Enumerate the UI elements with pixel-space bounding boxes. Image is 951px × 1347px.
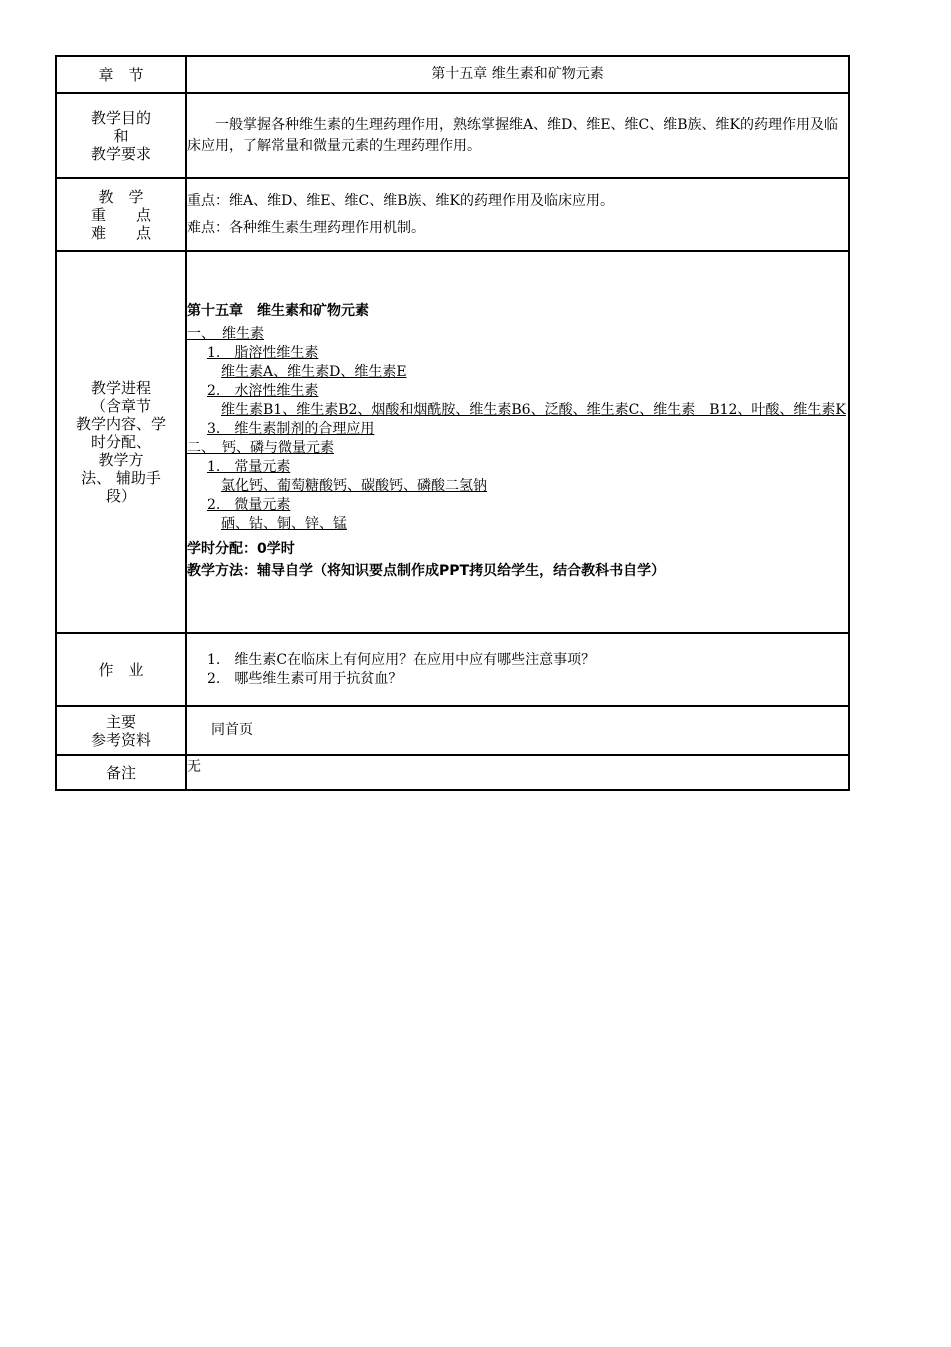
lesson-plan-table bbox=[55, 55, 850, 791]
objective-label-line: 和 bbox=[113, 126, 129, 145]
section-minerals: 二、 钙、磷与微量元素 bbox=[187, 440, 334, 456]
key-point-text: 重点：维A、维D、维E、维C、维B族、维K的药理作用及临床应用。 bbox=[187, 192, 615, 209]
keypoints-row bbox=[56, 178, 849, 251]
references-label-line: 主要 bbox=[105, 712, 136, 731]
section-vitamins: 一、 维生素 bbox=[187, 326, 264, 342]
progress-heading: 第十五章 维生素和矿物元素 bbox=[187, 303, 369, 319]
progress-label-line: 教学进程 bbox=[90, 379, 151, 397]
progress-label-line: 段） bbox=[105, 487, 136, 505]
objective-label-line: 教学要求 bbox=[90, 144, 151, 163]
keypoints-label-line: 难 点 bbox=[90, 223, 151, 242]
homework-label: 作 业 bbox=[56, 633, 186, 706]
progress-label bbox=[56, 251, 186, 633]
progress-cell bbox=[186, 251, 849, 633]
references-label-line: 参考资料 bbox=[90, 730, 151, 749]
keypoints-label-line: 重 点 bbox=[90, 205, 151, 224]
keypoints-label-line: 教 学 bbox=[98, 187, 144, 206]
subsection-vitamin-preparations: 3. 维生素制剂的合理应用 bbox=[207, 421, 375, 437]
water-soluble-items: 维生素B1、维生素B2、烟酸和烟酰胺、维生素B6、泛酸、维生素C、维生素 B12、叶酸、维生素K bbox=[221, 402, 846, 418]
objective-text: 一般掌握各种维生素的生理药理作用，熟练掌握维A、维D、维E、维C、维B族、维K的药理作用及临床应用，了解常量和微量元素的生理药理作用。 bbox=[187, 116, 839, 154]
progress-label-line: 时分配、 bbox=[90, 433, 151, 451]
progress-row bbox=[56, 251, 849, 633]
hours-allocation: 学时分配：0学时 bbox=[187, 541, 295, 557]
progress-label-line: 教学内容、学 bbox=[75, 415, 166, 433]
references-value: 同首页 bbox=[186, 706, 849, 755]
notes-label: 备注 bbox=[56, 755, 186, 790]
chapter-value: 第十五章 维生素和矿物元素 bbox=[186, 56, 849, 93]
notes-value: 无 bbox=[186, 755, 849, 790]
chapter-row bbox=[56, 56, 849, 93]
fat-soluble-items: 维生素A、维生素D、维生素E bbox=[221, 364, 407, 380]
keypoints-label bbox=[56, 178, 186, 251]
objective-label-line: 教学目的 bbox=[90, 108, 151, 127]
macro-element-items: 氯化钙、葡萄糖酸钙、碳酸钙、磷酸二氢钠 bbox=[221, 478, 487, 494]
progress-label-line: （含章节 bbox=[90, 397, 151, 415]
chapter-label: 章 节 bbox=[56, 56, 186, 93]
subsection-fat-soluble: 1. 脂溶性维生素 bbox=[207, 345, 319, 361]
homework-row bbox=[56, 633, 849, 706]
subsection-water-soluble: 2. 水溶性维生素 bbox=[207, 383, 319, 399]
objective-row bbox=[56, 93, 849, 178]
notes-row bbox=[56, 755, 849, 790]
homework-cell bbox=[186, 633, 849, 706]
homework-item: 2. 哪些维生素可用于抗贫血？ bbox=[207, 670, 403, 687]
subsection-trace-elements: 2. 微量元素 bbox=[207, 497, 291, 513]
references-row bbox=[56, 706, 849, 755]
objective-label bbox=[56, 93, 186, 178]
homework-item: 1. 维生素C在临床上有何应用？在应用中应有哪些注意事项？ bbox=[207, 651, 596, 668]
references-label bbox=[56, 706, 186, 755]
progress-label-line: 教学方 bbox=[98, 451, 144, 469]
trace-element-items: 硒、钴、铜、锌、锰 bbox=[221, 516, 347, 532]
subsection-macro-elements: 1. 常量元素 bbox=[207, 459, 291, 475]
objective-cell bbox=[186, 93, 849, 178]
difficult-point-text: 难点：各种维生素生理药理作用机制。 bbox=[187, 219, 425, 236]
keypoints-cell bbox=[186, 178, 849, 251]
teaching-method: 教学方法：辅导自学（将知识要点制作成PPT拷贝给学生，结合教科书自学） bbox=[187, 563, 666, 579]
progress-label-line: 法、 辅助手 bbox=[81, 469, 161, 487]
